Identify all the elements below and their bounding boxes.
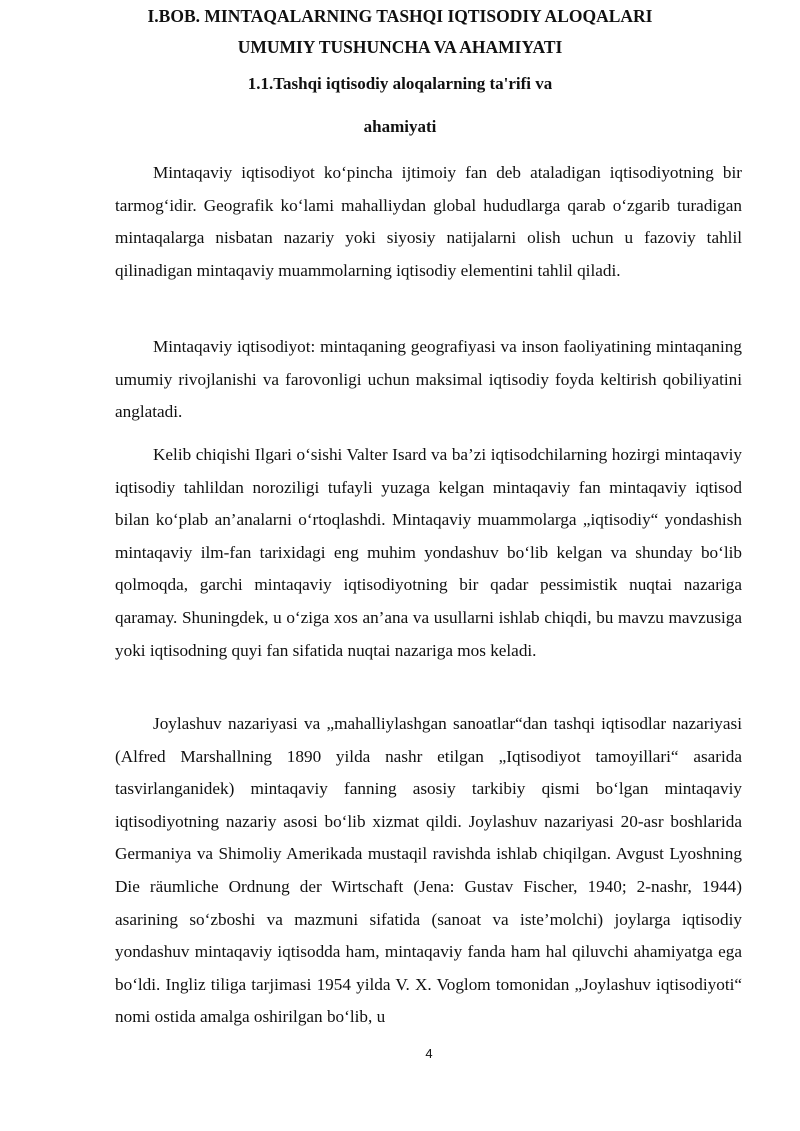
- paragraph-4: Joylashuv nazariyasi va „mahalliylashgan sanoatlar“dan tashqi iqtisodlar nazariyasi (Alfred Marshallning 1890 yilda nashr etilgan „Iqtisodiyot tamoyillari“ asarida tasvirlanganidek) mintaqaviy fanning asosiy tarkibiy qismi bo‘lgan mintaqaviy iqtisodiyotning nazariy asosi bo‘lib xizmat qildi. Joylashuv nazariyasi 20-asr boshlarida Germaniya va Shimoliy Amerikada mustaqil ravishda ishlab chiqilgan. Avgust Lyoshning Die räumliche Ordnung der Wirtschaft (Jena: Gustav Fischer, 1940; 2-nashr, 1944) asarining so‘zboshi va mazmuni sifatida (sanoat va iste’molchi) joylarga iqtisodiy yondashuv mintaqaviy iqtisodda ham, mintaqaviy fanda ham hal qiluvchi ahamiyatga ega bo‘ldi. Ingliz tiliga tarjimasi 1954 yilda V. X. Voglom tomonidan „Joylashuv iqtisodiyoti“ nomi ostida amalga oshirilgan bo‘lib, u: [115, 714, 742, 1027]
- page-number: 4: [425, 1046, 433, 1061]
- chapter-title: [90, 1, 710, 63]
- section-title-line-1: 1.1.Tashqi iqtisodiy aloqalarning ta'rifi va: [247, 74, 553, 93]
- paragraph-2: Mintaqaviy iqtisodiyot: mintaqaning geografiyasi va inson faoliyatining mintaqaning umumiy rivojlanishi va farovonligi uchun maksimal iqtisodiy foyda keltirish qobiliyatini anglatadi.: [115, 337, 742, 422]
- chapter-title-line-1: I.BOB. MINTAQALARNING TASHQI IQTISODIY ALOQALARI: [147, 6, 653, 26]
- section-title-line-2: ahamiyati: [363, 117, 437, 136]
- chapter-title-line-2: UMUMIY TUSHUNCHA VA AHAMIYATI: [237, 37, 563, 57]
- paragraph-3: Kelib chiqishi Ilgari o‘sishi Valter Isard va ba’zi iqtisodchilarning hozirgi mintaqaviy iqtisodiy tahlildan noroziligi tufayli yuzaga kelgan mintaqaviy fan mintaqaviy iqtisod bilan ko‘plab an’analarni o‘rtoqlashdi. Mintaqaviy muammolarga „iqtisodiy“ yondashish mintaqaviy ilm-fan tarixidagi eng muhim yondashuv bo‘lib kelgan va shunday bo‘lib qolmoqda, garchi mintaqaviy iqtisodiyotning bir qadar pessimistik nuqtai nazariga qaramay. Shuningdek, u o‘ziga xos an’ana va usullarni ishlab chiqdi, bu mavzu mavzusiga yoki iqtisodning quyi fan sifatida nuqtai nazariga mos keladi.: [115, 445, 742, 660]
- paragraph-1: Mintaqaviy iqtisodiyot ko‘pincha ijtimoiy fan deb ataladigan iqtisodiyotning bir tarmog‘idir. Geografik ko‘lami mahalliydan global hududlarga qarab o‘zgarib turadigan mintaqalarga nisbatan nazariy yoki siyosiy natijalarni olish uchun u fazoviy tahlil qilinadigan mintaqaviy muammolarning iqtisodiy elementini tahlil qiladi.: [115, 163, 742, 280]
